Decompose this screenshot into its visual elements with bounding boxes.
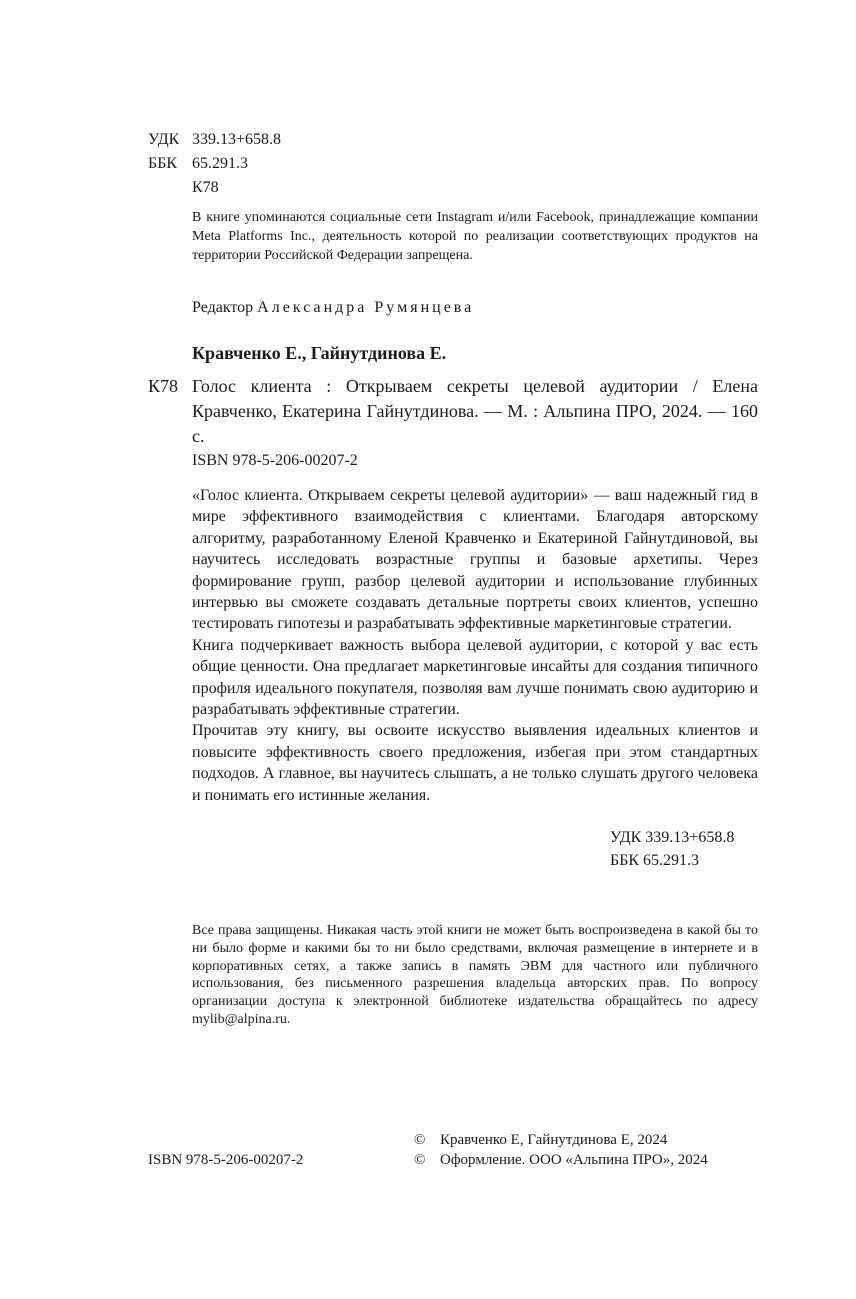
editor-name: Александра Румянцева: [257, 299, 475, 316]
bibliography-entry: Голос клиента : Открываем секреты целевой аудитории / Елена Кравченко, Екатерина Гайнутдинова. — М. : Альпина ПРО, 2024. — 160 с.: [192, 376, 758, 446]
bibliography-code: К78: [148, 376, 179, 396]
annotation-paragraph-1: «Голос клиента. Открываем секреты целевой аудитории» — ваш надежный гид в мире эффективного взаимодействия с клиентами. Благодаря авторскому алгоритму, разработанному Еленой Кравченко и Екатериной Гайнутдиновой, вы научитесь исследовать возрастные группы и базовые архетипы. Через формирование групп, разбор целевой аудитории и использование глубинных интервью вы сможете создавать детальные портреты своих клиентов, успешно тестировать гипотезы и разрабатывать эффективные маркетинговые стратегии.: [192, 487, 758, 633]
footer-isbn: ISBN 978-5-206-00207-2: [148, 1152, 304, 1168]
copyright-authors: Кравченко Е, Гайнутдинова Е, 2024: [440, 1132, 668, 1148]
bbk-value: 65.291.3: [192, 155, 248, 172]
authors-heading: Кравченко Е., Гайнутдинова Е.: [192, 343, 447, 363]
bbk-row: [148, 152, 281, 176]
bbk-bottom: ББК 65.291.3: [610, 852, 700, 869]
copyright-sign: ©: [414, 1132, 426, 1148]
rights-notice: Все права защищены. Никакая часть этой книги не может быть воспроизведена в какой бы то ни было форме и какими бы то ни было средствами, включая размещение в интернете и в корпоративных сетях, а также запись в память ЭВМ для частного или публичного использования, без письменного разрешения владельца авторских прав. По вопросу организации доступа к электронной библиотеке издательства обращайтесь по адресу mylib@alpina.ru.: [192, 923, 758, 1027]
copyright-row-authors: [414, 1130, 708, 1150]
author-mark: К78: [192, 179, 219, 196]
bibliography-isbn: ISBN 978-5-206-00207-2: [192, 452, 358, 469]
annotation: [192, 485, 758, 806]
udk-row: [148, 128, 281, 152]
udk-value: 339.13+658.8: [192, 131, 282, 148]
udk-bottom: УДК 339.13+658.8: [610, 829, 735, 846]
bbk-label: ББК: [148, 155, 178, 172]
copyright-design: Оформление. ООО «Альпина ПРО», 2024: [440, 1152, 708, 1168]
classification-block: [148, 128, 281, 200]
author-mark-row: [148, 176, 281, 200]
udk-label: УДК: [148, 131, 180, 148]
annotation-paragraph-3: Прочитав эту книгу, вы освоите искусство выявления идеальных клиентов и повысите эффективность своего предложения, избегая при этом стандартных подходов. А главное, вы научитесь слышать, а не только слушать другого человека и понимать его истинные желания.: [192, 722, 758, 804]
editor-credit: [192, 297, 474, 319]
editor-role: Редактор: [192, 299, 254, 316]
classification-bottom: [610, 826, 734, 872]
copyright-sign: ©: [414, 1152, 426, 1168]
annotation-paragraph-2: Книга подчеркивает важность выбора целевой аудитории, с которой у вас есть общие ценности. Она предлагает маркетинговые инсайты для создания типичного профиля идеального покупателя, позволяя вам лучше понимать свою аудиторию и разрабатывать эффективные стратегии.: [192, 636, 758, 719]
legal-notice: В книге упоминаются социальные сети Instagram и/или Facebook, принадлежащие компании Meta Platforms Inc., деятельность которой по реализации соответствующих продуктов на территории Российской Федерации запрещена.: [192, 210, 758, 263]
copyright-row-design: [414, 1150, 708, 1170]
copyright-block: [414, 1130, 708, 1170]
